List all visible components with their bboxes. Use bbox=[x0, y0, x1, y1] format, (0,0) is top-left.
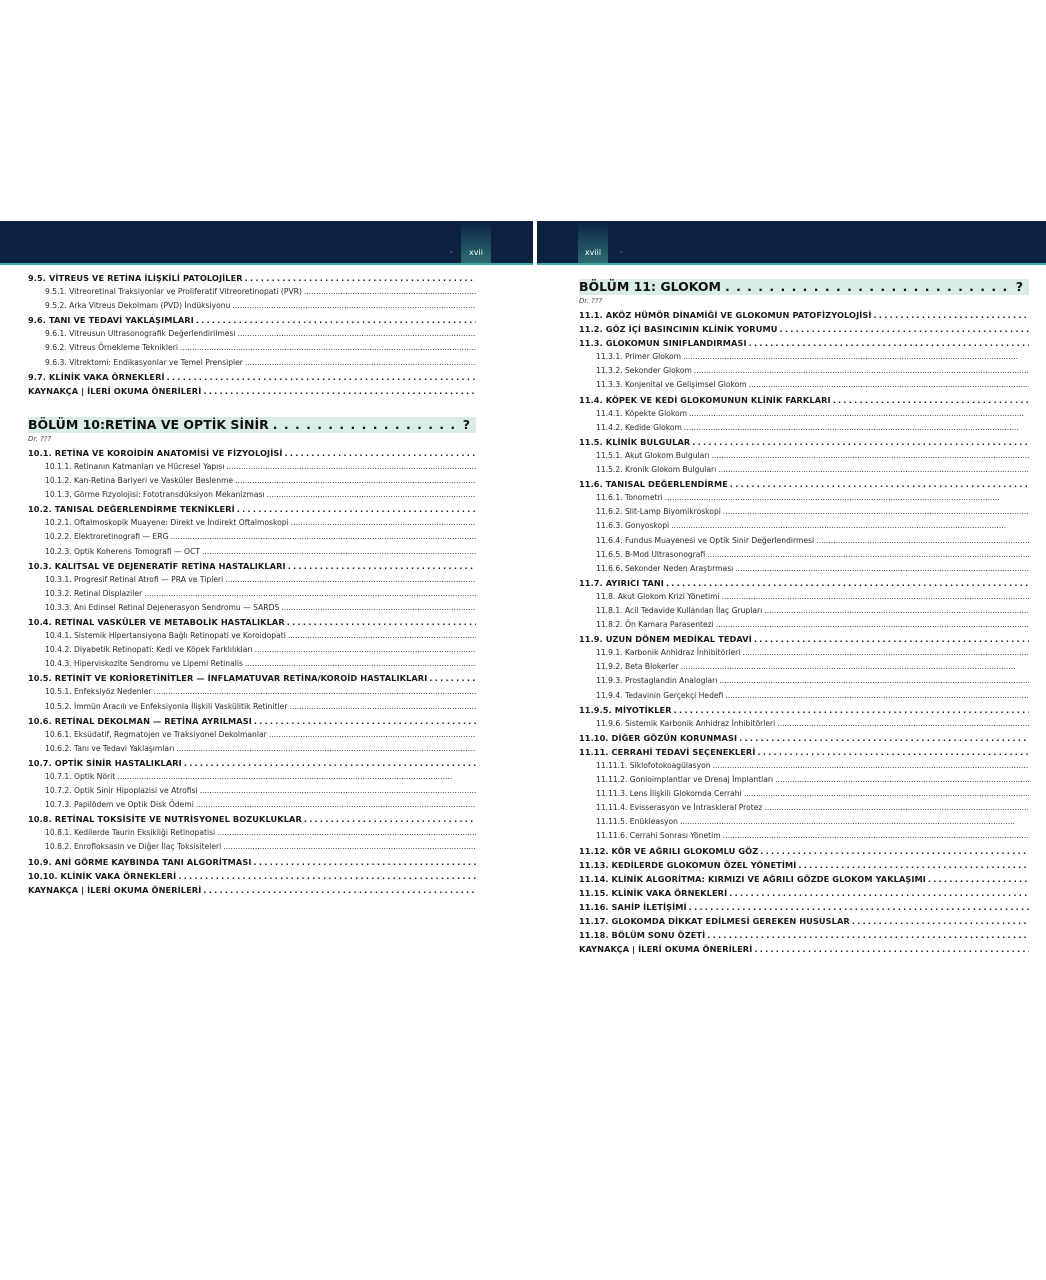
leader-dots bbox=[689, 900, 1029, 914]
toc-entry-label: 10.7.2. Optik Sinir Hipoplazisi ve Atrofisi bbox=[45, 786, 198, 796]
toc-subsection-entry[interactable] bbox=[28, 327, 476, 341]
leader-dots bbox=[665, 491, 1029, 505]
toc-subsection-entry[interactable] bbox=[579, 407, 1029, 421]
leader-dots bbox=[712, 449, 1029, 463]
toc-section-entry[interactable] bbox=[579, 393, 1029, 407]
leader-dots bbox=[245, 271, 476, 285]
toc-entry-label: 10.2.2. Elektroretinografi — ERG bbox=[45, 532, 169, 542]
toc-subsection-entry[interactable] bbox=[28, 516, 476, 530]
leader-dots bbox=[757, 745, 1029, 759]
leader-dots bbox=[683, 350, 1029, 364]
leader-dots bbox=[429, 671, 476, 685]
leader-dots bbox=[749, 336, 1029, 350]
left-page-header-band bbox=[0, 221, 533, 265]
toc-section-entry[interactable] bbox=[28, 370, 476, 384]
leader-dots bbox=[285, 446, 477, 460]
toc-entry-label: 11.18. BÖLÜM SONU ÖZETİ bbox=[579, 930, 706, 941]
toc-subsection-entry[interactable] bbox=[579, 534, 1029, 548]
toc-section-entry[interactable] bbox=[579, 942, 1029, 956]
leader-dots bbox=[202, 545, 476, 559]
toc-chapter-10-entries bbox=[28, 446, 476, 897]
leader-dots bbox=[754, 942, 1029, 956]
toc-subsection-entry[interactable] bbox=[28, 700, 476, 714]
toc-entry-label: 10.7. OPTİK SİNİR HASTALIKLARI bbox=[28, 757, 182, 768]
toc-entry-label: 9.5.1. Vitreoretinal Traksiyonlar ve Proliferatif Vitreoretinopati (PVR) bbox=[45, 287, 302, 297]
toc-subsection-entry[interactable] bbox=[579, 618, 1029, 632]
toc-subsection-entry[interactable] bbox=[579, 421, 1029, 435]
toc-subsection-entry[interactable] bbox=[28, 798, 476, 812]
toc-entry-label: 10.1.2. Kan-Retina Bariyeri ve Vasküler Beslenme bbox=[45, 476, 234, 486]
toc-entry-label: 10.1.1. Retinanın Katmanları ve Hücresel Yapısı bbox=[45, 461, 225, 471]
leader-dots bbox=[680, 815, 1029, 829]
leader-dots bbox=[798, 858, 1029, 872]
leader-dots bbox=[681, 660, 1029, 674]
toc-entry-label: 9.6.3. Vitrektomi: Endikasyonlar ve Temel Prensipler bbox=[45, 357, 243, 367]
toc-entry-label: 11.9.4. Tedavinin Gerçekçi Hedefi bbox=[596, 690, 724, 700]
leader-dots bbox=[291, 516, 476, 530]
toc-subsection-entry[interactable] bbox=[579, 717, 1029, 731]
toc-entry-label: 10.2.3. Optik Koherens Tomografi — OCT bbox=[45, 546, 200, 556]
toc-subsection-entry[interactable] bbox=[579, 773, 1029, 787]
toc-entry-label: 10.7.1. Optik Nörit bbox=[45, 772, 116, 781]
leader-dots bbox=[200, 784, 476, 798]
right-header-dot: · bbox=[620, 248, 623, 257]
leader-dots bbox=[719, 674, 1029, 688]
leader-dots bbox=[245, 657, 476, 671]
toc-entry-label: 11.6.2. Slit-Lamp Biyomikroskopi bbox=[596, 507, 721, 517]
toc-entry-label: 9.6.2. Vitreus Örnekleme Teknikleri bbox=[45, 343, 178, 353]
toc-subsection-entry[interactable] bbox=[579, 562, 1029, 576]
toc-section-entry[interactable] bbox=[579, 745, 1029, 759]
leader-dots bbox=[739, 731, 1029, 745]
toc-subsection-entry[interactable] bbox=[579, 378, 1029, 392]
toc-entry-label: 11.8.1. Acil Tedavide Kullanılan İlaç Grupları bbox=[596, 605, 763, 615]
toc-entry-label: 9.5. VİTREUS VE RETİNA İLİŞKİLİ PATOLOJİLER bbox=[28, 273, 243, 283]
chapter-11-author: Dr. ??? bbox=[579, 297, 603, 305]
toc-subsection-entry[interactable] bbox=[28, 601, 476, 615]
leader-dots bbox=[777, 717, 1029, 731]
toc-section-entry[interactable] bbox=[28, 313, 476, 327]
toc-entry-label: 11.11.1. Siklofotokoagülasyon bbox=[596, 761, 711, 770]
toc-entry-label: 11.9.3. Prostaglandin Analogları bbox=[596, 676, 718, 686]
toc-subsection-entry[interactable] bbox=[579, 590, 1029, 604]
leader-dots bbox=[288, 559, 476, 573]
toc-subsection-entry[interactable] bbox=[28, 545, 476, 559]
leader-dots bbox=[722, 590, 1029, 604]
toc-section-entry[interactable] bbox=[28, 855, 476, 869]
toc-subsection-entry[interactable] bbox=[579, 759, 1029, 773]
toc-section-entry[interactable] bbox=[28, 271, 476, 285]
toc-subsection-entry[interactable] bbox=[579, 604, 1029, 618]
leader-dots bbox=[180, 341, 476, 355]
toc-entry-label: 11.16. SAHİP İLETİŞİMİ bbox=[579, 901, 687, 912]
leader-dots bbox=[304, 285, 476, 299]
toc-entry-label: 11.6. TANISAL DEĞERLENDİRME bbox=[579, 479, 728, 490]
toc-subsection-entry[interactable] bbox=[28, 840, 476, 854]
toc-entry-label: 10.8.1. Kedilerde Taurin Eksikliği Retinopatisi bbox=[45, 828, 216, 838]
chapter-10-heading[interactable] bbox=[28, 417, 476, 433]
leader-dots bbox=[167, 370, 476, 384]
leader-dots bbox=[689, 407, 1029, 421]
toc-entry-label: 11.15. KLİNİK VAKA ÖRNEKLERİ bbox=[579, 887, 728, 898]
toc-entry-label: 11.14. KLİNİK ALGORİTMA: KIRMIZI VE AĞRILI GÖZDE GLOKOM YAKLAŞIMI bbox=[579, 873, 926, 884]
toc-entry-label: 10.2. TANISAL DEĞERLENDİRME TEKNİKLERİ bbox=[28, 504, 235, 515]
leader-dots bbox=[723, 505, 1029, 519]
toc-subsection-entry[interactable] bbox=[28, 587, 476, 601]
toc-entry-label: 10.6.2. Tanı ve Tedavi Yaklaşımları bbox=[45, 743, 175, 753]
toc-subsection-entry[interactable] bbox=[28, 742, 476, 756]
chapter-10-title: BÖLÜM 10:RETİNA VE OPTİK SİNİR bbox=[28, 416, 269, 432]
toc-entry-label: 11.4.2. Kedide Glokom bbox=[596, 422, 682, 432]
toc-subsection-entry[interactable] bbox=[579, 463, 1029, 477]
toc-subsection-entry[interactable] bbox=[579, 815, 1029, 829]
toc-entry-label: 9.6.1. Vitreusun Ultrasonografik Değerlendirilmesi bbox=[45, 329, 236, 339]
toc-entry-label: 11.6.4. Fundus Muayenesi ve Optik Sinir Değerlendirmesi bbox=[596, 535, 815, 545]
toc-subsection-entry[interactable] bbox=[579, 660, 1029, 674]
leader-dots bbox=[196, 313, 476, 327]
toc-subsection-entry[interactable] bbox=[28, 530, 476, 544]
leader-dots bbox=[226, 460, 476, 474]
right-page-header-band bbox=[537, 221, 1046, 265]
chapter-11-heading[interactable] bbox=[579, 279, 1029, 295]
leader-dots bbox=[730, 477, 1029, 491]
right-page-number: xviii bbox=[578, 221, 608, 263]
toc-entry-label: 10.7.3. Papilödem ve Optik Disk Ödemi bbox=[45, 800, 194, 810]
leader-dots bbox=[254, 714, 476, 728]
leader-dots bbox=[178, 869, 476, 883]
toc-entry-label: 11.9.5. MİYOTİKLER bbox=[579, 704, 672, 715]
toc-subsection-entry[interactable] bbox=[28, 460, 476, 474]
leader-dots bbox=[760, 844, 1029, 858]
toc-subsection-entry[interactable] bbox=[579, 787, 1029, 801]
toc-section-entry[interactable] bbox=[579, 336, 1029, 350]
toc-entry-label: 10.9. ANİ GÖRME KAYBINDA TANI ALGORİTMASI bbox=[28, 856, 252, 867]
toc-section-entry[interactable] bbox=[579, 872, 1029, 886]
toc-entry-label: 11.17. GLOKOMDA DİKKAT EDİLMESİ GEREKEN HUSUSLAR bbox=[579, 916, 850, 927]
toc-entry-label: 10.8.2. Enrofloksasin ve Diğer İlaç Toksisiteleri bbox=[45, 842, 222, 852]
leader-dots bbox=[716, 618, 1029, 632]
toc-section-entry[interactable] bbox=[579, 632, 1029, 646]
toc-subsection-entry[interactable] bbox=[28, 770, 476, 784]
leader-dots bbox=[203, 384, 476, 398]
toc-entry-label: 10.5.1. Enfeksiyöz Nedenler bbox=[45, 687, 152, 697]
leader-dots bbox=[287, 615, 476, 629]
toc-entry-label: 11.6.3. Gonyoskopi bbox=[596, 521, 670, 531]
toc-section-entry[interactable] bbox=[579, 435, 1029, 449]
leader-dots bbox=[729, 886, 1029, 900]
leader-dots bbox=[852, 914, 1029, 928]
toc-entry-label: 10.6. RETİNAL DEKOLMAN — RETİNA AYRILMASI bbox=[28, 715, 252, 726]
toc-entry-label: KAYNAKÇA | İLERİ OKUMA ÖNERİLERİ bbox=[28, 884, 202, 895]
toc-section-9-continued bbox=[28, 271, 476, 398]
toc-subsection-entry[interactable] bbox=[28, 341, 476, 355]
toc-entry-label: 10.3.1. Progresif Retinal Atrofi — PRA ve Tipleri bbox=[45, 574, 224, 584]
leader-dots bbox=[674, 703, 1029, 717]
leader-dots bbox=[144, 587, 476, 601]
toc-entry-label: 11.8. Akut Glokom Krizi Yönetimi bbox=[596, 591, 720, 601]
toc-entry-label: 10.4. RETİNAL VASKÜLER VE METABOLİK HASTALIKLAR bbox=[28, 616, 285, 627]
toc-chapter-11-entries bbox=[579, 308, 1029, 956]
toc-entry-label: 11.8.2. Ön Kamara Parasentezi bbox=[596, 620, 714, 630]
toc-subsection-entry[interactable] bbox=[28, 629, 476, 643]
toc-entry-label: 10.10. KLİNİK VAKA ÖRNEKLERİ bbox=[28, 870, 177, 881]
leader-dots bbox=[742, 646, 1029, 660]
toc-subsection-entry[interactable] bbox=[28, 356, 476, 370]
toc-subsection-entry[interactable] bbox=[28, 657, 476, 671]
toc-entry-label: 11.11.5. Enükleasyon bbox=[596, 817, 678, 827]
leader-dots bbox=[707, 928, 1029, 942]
toc-section-entry[interactable] bbox=[28, 714, 476, 728]
leader-dots bbox=[235, 474, 476, 488]
toc-entry-label: 11.5.2. Kronik Glokom Bulguları bbox=[596, 465, 717, 475]
toc-section-entry[interactable] bbox=[579, 576, 1029, 590]
toc-section-entry[interactable] bbox=[28, 502, 476, 516]
toc-section-entry[interactable] bbox=[579, 703, 1029, 717]
toc-entry-label: 11.9. UZUN DÖNEM MEDİKAL TEDAVİ bbox=[579, 634, 752, 645]
toc-entry-label: 11.7. AYIRICI TANI bbox=[579, 577, 664, 588]
toc-subsection-entry[interactable] bbox=[28, 285, 476, 299]
leader-dots bbox=[744, 787, 1029, 801]
toc-entry-label: 11.11.3. Lens İlişkili Glokomda Cerrahi bbox=[596, 789, 742, 799]
leader-dots bbox=[237, 502, 476, 516]
leader-dots bbox=[232, 299, 476, 313]
toc-section-entry[interactable] bbox=[28, 812, 476, 826]
toc-section-entry[interactable] bbox=[28, 384, 476, 398]
toc-section-entry[interactable] bbox=[28, 883, 476, 897]
toc-entry-label: 10.3. KALITSAL VE DEJENERATİF RETİNA HASTALIKLARI bbox=[28, 560, 286, 571]
leader-dots bbox=[749, 378, 1029, 392]
toc-entry-label: 11.3.2. Sekonder Glokom bbox=[596, 366, 692, 376]
toc-entry-label: 11.13. KEDİLERDE GLOKOMUN ÖZEL YÖNETİMİ bbox=[579, 859, 797, 870]
toc-entry-label: 11.11. CERRAHİ TEDAVİ SEÇENEKLERİ bbox=[579, 746, 756, 757]
toc-entry-label: 10.6.1. Eksüdatif, Regmatojen ve Traksiyonel Dekolmanlar bbox=[45, 729, 267, 739]
toc-entry-label: 11.11.6. Cerrahi Sonrası Yönetim bbox=[596, 831, 721, 841]
leader-dots bbox=[267, 488, 476, 502]
toc-entry-label: 11.9.2. Beta Blokerler bbox=[596, 662, 679, 672]
toc-entry-label: 10.5. RETİNİT VE KORİORETİNİTLER — İNFLAMATUVAR RETİNA/KOROİD HASTALIKLARI bbox=[28, 673, 428, 684]
leader-dots bbox=[725, 279, 1012, 295]
toc-entry-label: 11.12. KÖR VE AĞRILI GLOKOMLU GÖZ bbox=[579, 845, 759, 856]
left-header-dot: · bbox=[450, 248, 453, 257]
toc-entry-label: 11.11.4. Evisserasyon ve İntraskleral Protez bbox=[596, 803, 763, 813]
toc-subsection-entry[interactable] bbox=[579, 519, 1029, 533]
toc-section-entry[interactable] bbox=[28, 671, 476, 685]
toc-entry-label: 11.3.3. Konjenital ve Gelişimsel Glokom bbox=[596, 380, 747, 390]
toc-entry-label: 9.6. TANI VE TEDAVİ YAKLAŞIMLARI bbox=[28, 315, 194, 326]
leader-dots bbox=[223, 840, 476, 854]
leader-dots bbox=[764, 801, 1029, 815]
leader-dots bbox=[725, 689, 1029, 703]
toc-entry-label: 10.4.1. Sistemik Hipertansiyona Bağlı Retinopati ve Koroidopati bbox=[45, 631, 286, 641]
toc-entry-label: 9.7. KLİNİK VAKA ÖRNEKLERİ bbox=[28, 371, 165, 382]
leader-dots bbox=[273, 417, 459, 433]
toc-section-entry[interactable] bbox=[28, 869, 476, 883]
leader-dots bbox=[255, 643, 476, 657]
leader-dots bbox=[928, 872, 1029, 886]
toc-entry-label: 10.8. RETİNAL TOKSİSİTE VE NUTRİSYONEL BOZUKLUKLAR bbox=[28, 814, 302, 825]
toc-entry-label: 11.6.1. Tonometri bbox=[596, 493, 663, 503]
toc-subsection-entry[interactable] bbox=[28, 685, 476, 699]
leader-dots bbox=[718, 463, 1029, 477]
toc-subsection-entry[interactable] bbox=[579, 801, 1029, 815]
toc-subsection-entry[interactable] bbox=[579, 674, 1029, 688]
toc-entry-label: 11.6.6. Sekonder Neden Araştırması bbox=[596, 563, 734, 573]
toc-section-entry[interactable] bbox=[579, 844, 1029, 858]
leader-dots bbox=[225, 573, 476, 587]
toc-subsection-entry[interactable] bbox=[579, 364, 1029, 378]
leader-dots bbox=[775, 773, 1029, 787]
leader-dots bbox=[154, 685, 476, 699]
toc-section-entry[interactable] bbox=[28, 615, 476, 629]
toc-subsection-entry[interactable] bbox=[579, 829, 1029, 843]
toc-entry-label: 10.5.2. İmmün Aracılı ve Enfeksiyonla İlişkili Vaskülitik Retinitler bbox=[45, 701, 288, 711]
leader-dots bbox=[779, 322, 1029, 336]
leader-dots bbox=[288, 629, 476, 643]
toc-subsection-entry[interactable] bbox=[579, 548, 1029, 562]
leader-dots bbox=[304, 812, 476, 826]
leader-dots bbox=[269, 728, 476, 742]
toc-entry-label: 11.3.1. Primer Glokom bbox=[596, 352, 682, 362]
toc-subsection-entry[interactable] bbox=[28, 728, 476, 742]
leader-dots bbox=[217, 826, 476, 840]
toc-entry-label: 11.9.6. Sistemik Karbonik Anhidraz İnhibitörleri bbox=[596, 718, 776, 728]
toc-entry-label: 11.3. GLOKOMUN SINIFLANDIRMASI bbox=[579, 338, 747, 349]
toc-section-entry[interactable] bbox=[579, 731, 1029, 745]
leader-dots bbox=[184, 756, 476, 770]
leader-dots bbox=[176, 742, 476, 756]
leader-dots bbox=[816, 534, 1029, 548]
toc-entry-label: KAYNAKÇA | İLERİ OKUMA ÖNERİLERİ bbox=[579, 944, 753, 955]
toc-entry-label: 11.4.1. Köpekte Glokom bbox=[596, 408, 687, 418]
chapter-11-page: ? bbox=[1015, 279, 1023, 294]
leader-dots bbox=[692, 435, 1029, 449]
toc-subsection-entry[interactable] bbox=[28, 573, 476, 587]
leader-dots bbox=[666, 576, 1029, 590]
toc-section-entry[interactable] bbox=[579, 477, 1029, 491]
left-page-number: xvii bbox=[461, 221, 491, 263]
leader-dots bbox=[713, 759, 1029, 773]
toc-subsection-entry[interactable] bbox=[579, 646, 1029, 660]
toc-section-entry[interactable] bbox=[579, 900, 1029, 914]
toc-section-entry[interactable] bbox=[579, 914, 1029, 928]
toc-entry-label: 11.11.2. Gonioimplantlar ve Drenaj İmplantları bbox=[596, 775, 774, 785]
toc-subsection-entry[interactable] bbox=[28, 784, 476, 798]
toc-subsection-entry[interactable] bbox=[28, 474, 476, 488]
toc-subsection-entry[interactable] bbox=[28, 488, 476, 502]
toc-subsection-entry[interactable] bbox=[28, 643, 476, 657]
right-toc-page bbox=[579, 279, 1029, 956]
toc-section-entry[interactable] bbox=[28, 756, 476, 770]
leader-dots bbox=[754, 632, 1029, 646]
toc-entry-label: 10.4.2. Diyabetik Retinopati: Kedi ve Köpek Farklılıkları bbox=[45, 645, 253, 655]
leader-dots bbox=[117, 770, 476, 784]
toc-section-entry[interactable] bbox=[579, 322, 1029, 336]
toc-entry-label: 10.3.2. Retinal Displaziler bbox=[45, 588, 143, 598]
toc-section-entry[interactable] bbox=[579, 928, 1029, 942]
leader-dots bbox=[723, 829, 1029, 843]
toc-subsection-entry[interactable] bbox=[579, 505, 1029, 519]
leader-dots bbox=[833, 393, 1029, 407]
toc-entry-label: 9.5.2. Arka Vitreus Dekolmanı (PVD) İndüksiyonu bbox=[45, 301, 231, 311]
toc-entry-label: 10.3.3. Ani Edinsel Retinal Dejenerasyon Sendromu — SARDS bbox=[45, 602, 280, 612]
toc-entry-label: KAYNAKÇA | İLERİ OKUMA ÖNERİLERİ bbox=[28, 385, 202, 396]
left-toc-page bbox=[28, 271, 476, 897]
toc-subsection-entry[interactable] bbox=[28, 826, 476, 840]
toc-entry-label: 10.1. RETİNA VE KOROİDİN ANATOMİSİ VE FİZYOLOJİSİ bbox=[28, 447, 283, 458]
toc-entry-label: 11.10. DİĞER GÖZÜN KORUNMASI bbox=[579, 732, 738, 743]
leader-dots bbox=[245, 356, 476, 370]
leader-dots bbox=[707, 548, 1029, 562]
toc-subsection-entry[interactable] bbox=[28, 299, 476, 313]
leader-dots bbox=[238, 327, 476, 341]
toc-entry-label: 11.9.1. Karbonik Anhidraz İnhibitörleri bbox=[596, 648, 741, 658]
toc-entry-label: 10.1.3. Görme Fizyolojisi: Fototransdüksiyon Mekanizması bbox=[45, 490, 265, 500]
chapter-10-page: ? bbox=[462, 416, 470, 432]
leader-dots bbox=[684, 421, 1029, 435]
toc-entry-label: 10.4.3. Hiperviskozite Sendromu ve Lipemi Retinalis bbox=[45, 659, 243, 669]
toc-section-entry[interactable] bbox=[28, 446, 476, 460]
leader-dots bbox=[281, 601, 476, 615]
leader-dots bbox=[203, 883, 476, 897]
chapter-10-author: Dr. ??? bbox=[28, 434, 52, 443]
toc-section-entry[interactable] bbox=[28, 559, 476, 573]
toc-entry-label: 11.5. KLİNİK BULGULAR bbox=[579, 436, 691, 447]
leader-dots bbox=[170, 530, 476, 544]
toc-section-entry[interactable] bbox=[579, 886, 1029, 900]
toc-subsection-entry[interactable] bbox=[579, 689, 1029, 703]
leader-dots bbox=[196, 798, 476, 812]
toc-section-entry[interactable] bbox=[579, 858, 1029, 872]
toc-entry-label: 11.4. KÖPEK VE KEDİ GLOKOMUNUN KLİNİK FARKLARI bbox=[579, 394, 831, 405]
leader-dots bbox=[735, 562, 1029, 576]
toc-entry-label: 11.2. GÖZ İÇİ BASINCININ KLİNİK YORUMU bbox=[579, 324, 778, 335]
leader-dots bbox=[254, 855, 476, 869]
toc-entry-label: 11.6.5. B-Mod Ultrasonografi bbox=[596, 549, 706, 559]
chapter-11-title: BÖLÜM 11: GLOKOM bbox=[579, 279, 721, 294]
toc-subsection-entry[interactable] bbox=[579, 350, 1029, 364]
leader-dots bbox=[694, 364, 1029, 378]
leader-dots bbox=[874, 308, 1029, 322]
toc-entry-label: 10.2.1. Oftalmoskopik Muayene: Direkt ve İndirekt Oftalmoskopi bbox=[45, 518, 289, 528]
leader-dots bbox=[764, 604, 1029, 618]
toc-entry-label: 11.5.1. Akut Glokom Bulguları bbox=[596, 450, 710, 460]
leader-dots bbox=[289, 700, 476, 714]
toc-section-entry[interactable] bbox=[579, 308, 1029, 322]
toc-subsection-entry[interactable] bbox=[579, 491, 1029, 505]
leader-dots bbox=[671, 519, 1029, 533]
toc-entry-label: 11.1. AKÖZ HÜMÖR DİNAMİĞİ VE GLOKOMUN PATOFİZYOLOJİSİ bbox=[579, 310, 872, 320]
toc-subsection-entry[interactable] bbox=[579, 449, 1029, 463]
